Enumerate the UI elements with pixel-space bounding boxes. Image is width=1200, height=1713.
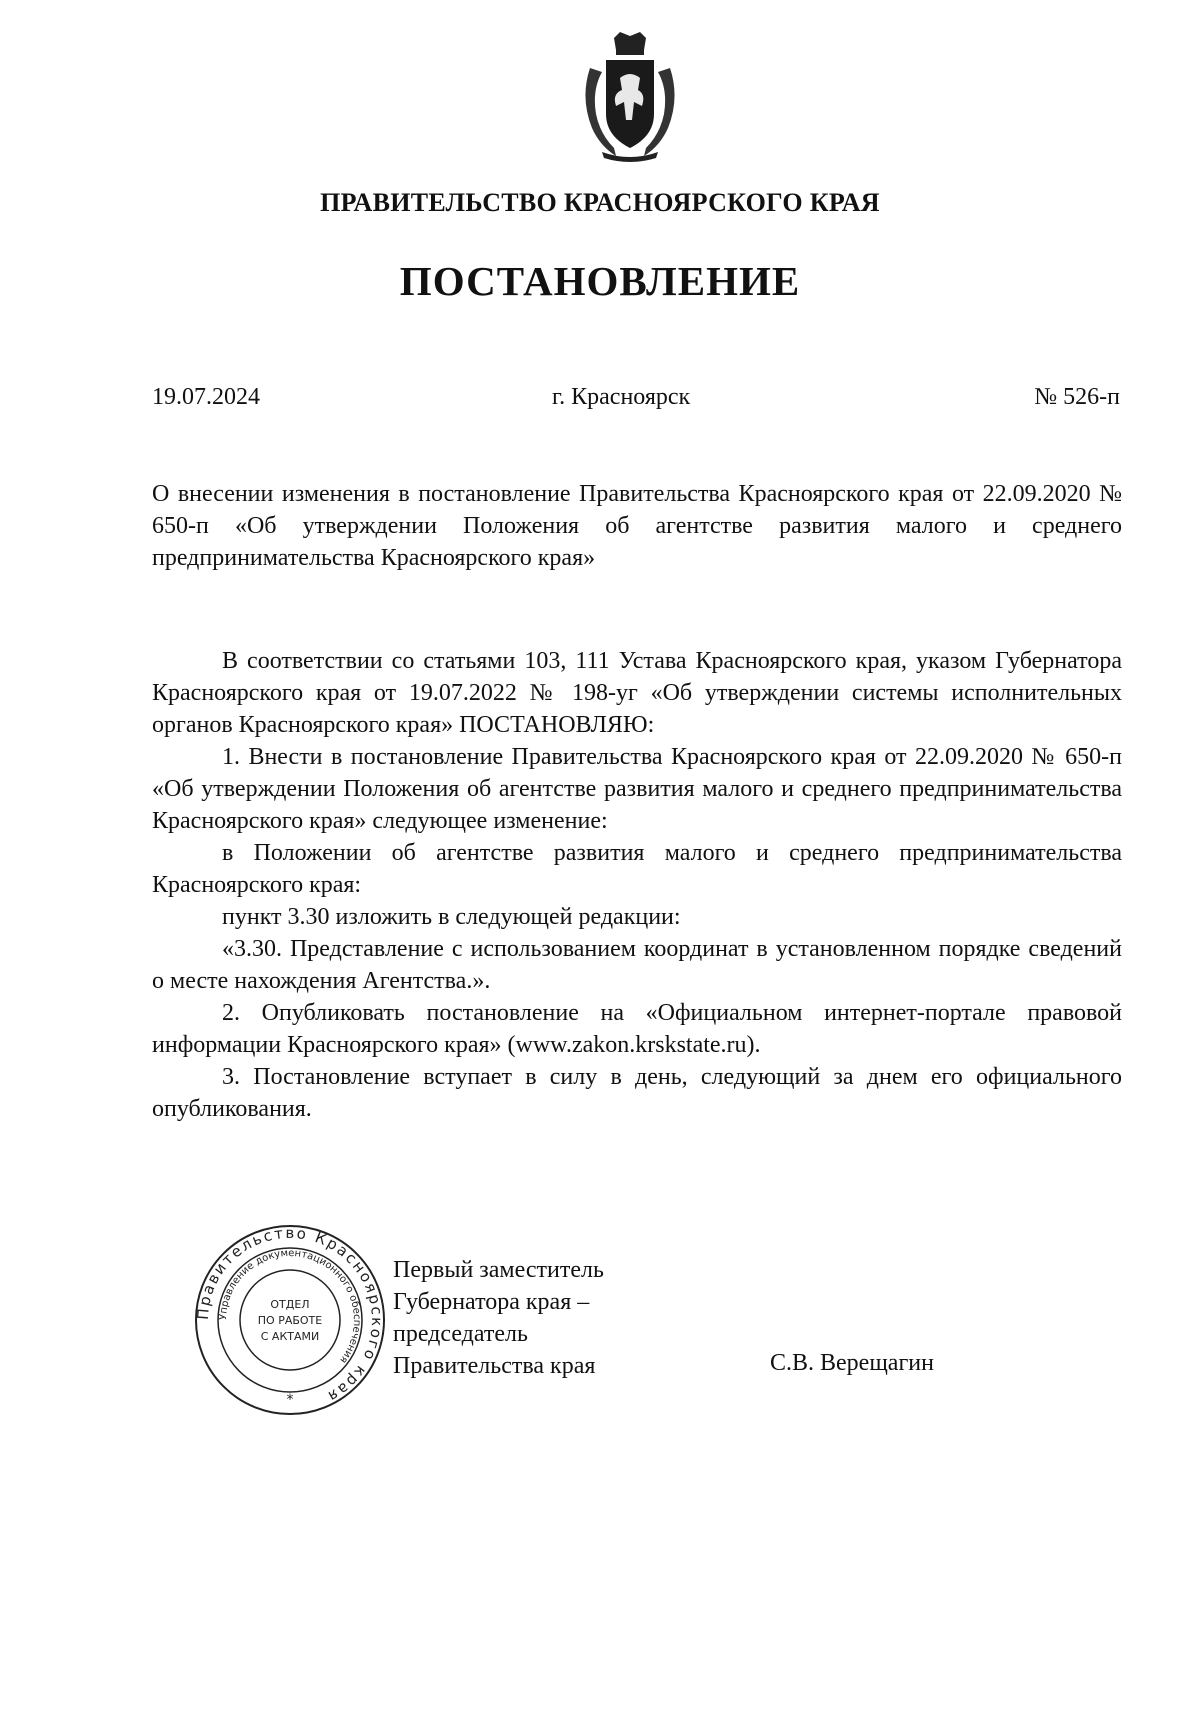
- stamp-center-line: ПО РАБОТЕ: [257, 1314, 323, 1327]
- coat-of-arms-emblem: [576, 28, 684, 164]
- body-paragraph: 1. Внести в постановление Правительства Красноярского края от 22.09.2020 № 650-п «Об утверждении Положения об агентстве развития малого и среднего предпринимательства Красноярского края» следующее изменение:: [152, 744, 1122, 834]
- organization-title: ПРАВИТЕЛЬСТВО КРАСНОЯРСКОГО КРАЯ: [320, 188, 880, 217]
- stamp-star-icon: *: [286, 1392, 294, 1408]
- official-stamp: [192, 1222, 388, 1418]
- document-subject: О внесении изменения в постановление Правительства Красноярского края от 22.09.2020 № 650-п «Об утверждении Положения об агентстве развития малого и среднего предпринимательства Красноярского края»: [152, 481, 1122, 571]
- body-paragraph: пункт 3.30 изложить в следующей редакции:: [222, 904, 681, 930]
- signatory-title-line: Губернатора края –: [393, 1289, 590, 1315]
- body-paragraph: 2. Опубликовать постановление на «Официальном интернет-портале правовой информации Красноярского края» (www.zakon.krskstate.ru).: [152, 1000, 1122, 1058]
- document-date: 19.07.2024: [152, 384, 260, 410]
- body-paragraph: «3.30. Представление с использованием координат в установленном порядке сведений о месте нахождения Агентства.».: [152, 936, 1122, 994]
- body-paragraph: В соответствии со статьями 103, 111 Устава Красноярского края, указом Губернатора Красноярского края от 19.07.2022 № 198-уг «Об утверждении системы исполнительных органов Красноярского края» ПОСТАНОВЛЯЮ:: [152, 648, 1122, 738]
- stamp-outer-text: Правительство Красноярского края: [193, 1223, 387, 1407]
- signatory-title: [393, 1254, 604, 1382]
- document-type-heading: ПОСТАНОВЛЕНИЕ: [399, 258, 801, 304]
- body-paragraph: в Положении об агентстве развития малого и среднего предпринимательства Красноярского края:: [152, 840, 1122, 898]
- signatory-title-line: Правительства края: [393, 1353, 596, 1379]
- signatory-name: С.В. Верещагин: [770, 1350, 934, 1376]
- stamp-middle-text: Управление документационного обеспечения: [217, 1247, 363, 1366]
- document-city: г. Красноярск: [552, 384, 691, 410]
- document-body: [152, 645, 1122, 1125]
- signatory-title-line: Первый заместитель: [393, 1257, 604, 1283]
- body-paragraph: 3. Постановление вступает в силу в день, следующий за днем его официального опубликования.: [152, 1064, 1122, 1122]
- stamp-center-line: С АКТАМИ: [260, 1330, 320, 1343]
- signatory-title-line: председатель: [393, 1321, 528, 1347]
- document-number: № 526-п: [1034, 384, 1120, 410]
- stamp-center-line: ОТДЕЛ: [270, 1298, 310, 1311]
